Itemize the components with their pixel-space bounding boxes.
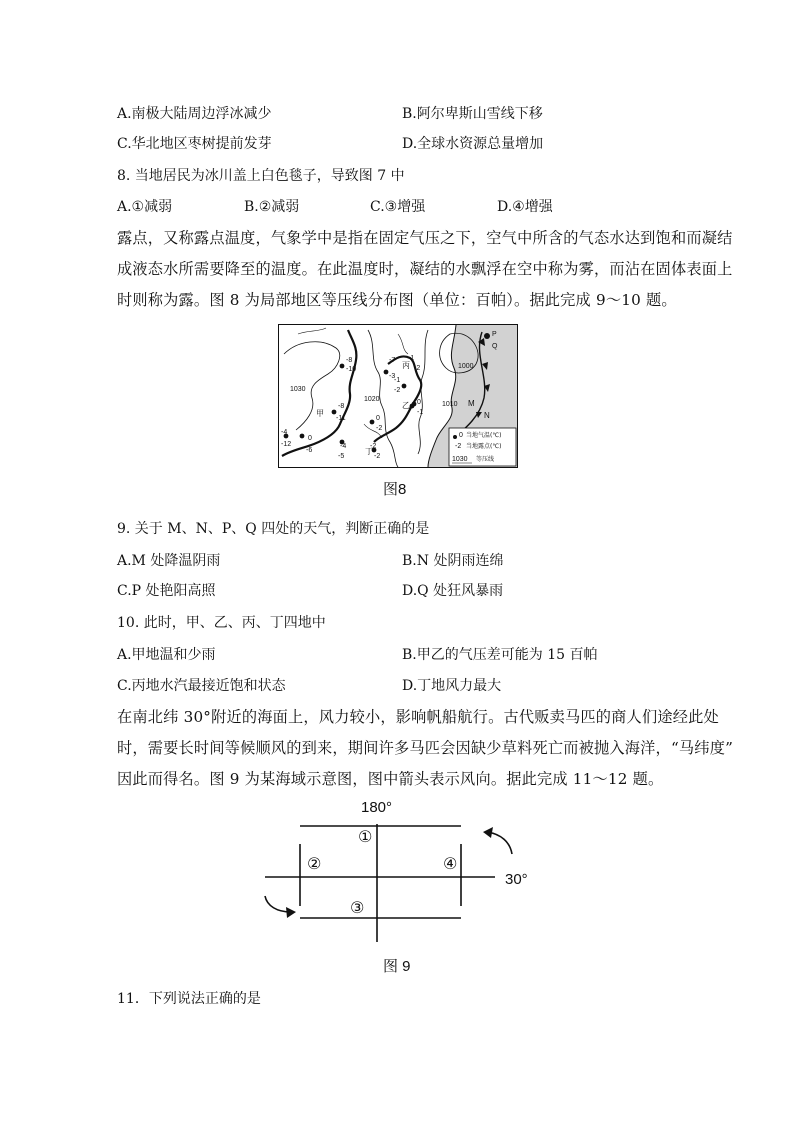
station-10-dew: -2 <box>376 425 383 432</box>
label-q: Q <box>492 343 498 350</box>
q7-option-d: D.全球水资源总量增加 <box>402 136 544 152</box>
isobar-label-1010: 1010 <box>442 401 458 408</box>
q7-option-b: B.阿尔卑斯山雪线下移 <box>402 106 543 122</box>
station-8-temp: 0 <box>308 435 312 442</box>
station-1-dew: -10 <box>346 366 357 373</box>
place-label-jia: 甲 <box>316 409 324 418</box>
q9-option-d: D.Q 处狂风暴雨 <box>402 583 504 599</box>
q10-option-a: A.甲地温和少雨 <box>117 647 216 663</box>
legend-dew-value: -2 <box>455 443 462 450</box>
station-5-dew: -11 <box>336 415 346 422</box>
station-6-dew: -1 <box>417 409 424 416</box>
station-4-temp: -1 <box>408 355 415 362</box>
station-3-temp: -1 <box>394 377 401 384</box>
q8-option-d: D.④增强 <box>497 199 553 215</box>
place-label-yi: 乙 <box>402 401 410 410</box>
station-1-temp: -8 <box>346 357 353 364</box>
station-8-dew: -6 <box>306 447 313 454</box>
station-10-temp: 0 <box>376 415 380 422</box>
passage2-line-1: 在南北纬 30°附近的海面上，风力较小，影响帆船航行。古代贩卖马匹的商人们途经此处 <box>117 708 719 726</box>
station-2-dew: -3 <box>389 373 396 380</box>
map-legend <box>449 428 516 466</box>
q10-option-b: B.甲乙的气压差可能为 15 百帕 <box>402 647 598 663</box>
longitude-label: 180° <box>361 799 393 816</box>
station-6-temp: 0 <box>417 399 421 406</box>
legend-isobar-label: 等压线 <box>476 456 495 463</box>
figure-9-sea-diagram <box>255 796 545 946</box>
q10-option-c: C.丙地水汽最接近饱和状态 <box>117 678 286 694</box>
marker-1: ① <box>358 827 373 846</box>
isobar-label-1030: 1030 <box>290 386 306 393</box>
isobar-label-1000: 1000 <box>458 363 474 370</box>
figure-8-isobar-map <box>278 324 518 468</box>
marker-3: ③ <box>350 898 365 917</box>
legend-isobar-value: 1030 <box>452 456 468 463</box>
station-4-dew: -2 <box>414 365 421 372</box>
q9-option-c: C.P 处艳阳高照 <box>117 583 216 599</box>
q10-stem: 10. 此时，甲、乙、丙、丁四地中 <box>117 615 326 631</box>
figure-8-caption: 图8 <box>383 481 407 498</box>
station-5-temp: -8 <box>338 403 345 410</box>
marker-4: ④ <box>443 854 458 873</box>
q7-option-a: A.南极大陆周边浮冰减少 <box>117 106 272 122</box>
passage1-line-3: 时则称为露。图 8 为局部地区等压线分布图（单位：百帕）。据此完成 9～10 题。 <box>117 291 677 309</box>
station-11-temp: -2 <box>370 443 377 450</box>
passage2-line-2: 时，需要长时间等候顺风的到来，期间许多马匹会因缺少草料死亡而被抛入海洋，“马纬度” <box>117 739 734 757</box>
place-label-ding: 丁 <box>365 447 373 456</box>
station-3-dew: -2 <box>394 387 401 394</box>
label-m: M <box>468 399 475 408</box>
legend-temp-label: 当地气温(℃) <box>466 432 502 439</box>
q9-stem: 9. 关于 M、N、P、Q 四处的天气，判断正确的是 <box>117 521 430 537</box>
place-label-bing: 丙 <box>402 361 410 370</box>
isobar-label-1020: 1020 <box>364 396 380 403</box>
latitude-label: 30° <box>505 871 528 888</box>
station-7-temp: -4 <box>281 429 288 436</box>
station-7-dew: -12 <box>281 441 292 448</box>
label-p: P <box>492 331 497 338</box>
station-2-temp: -7 <box>389 357 396 364</box>
label-n: N <box>484 411 490 420</box>
passage1-line-2: 成液态水所需要降至的温度。在此温度时，凝结的水飘浮在空中称为雾，而沾在固体表面上 <box>117 260 733 278</box>
figure-9-caption: 图 9 <box>383 958 411 975</box>
legend-dew-label: 当地露点(℃) <box>466 443 502 450</box>
passage1-line-1: 露点，又称露点温度，气象学中是指在固定气压之下，空气中所含的气态水达到饱和而凝结 <box>117 229 733 247</box>
station-9-temp: -4 <box>340 443 347 450</box>
q7-option-c: C.华北地区枣树提前发芽 <box>117 136 272 152</box>
q8-option-b: B.②减弱 <box>244 199 300 215</box>
q8-stem: 8. 当地居民为冰川盖上白色毯子，导致图 7 中 <box>117 168 405 184</box>
q8-option-c: C.③增强 <box>370 199 426 215</box>
legend-temp-value: 0 <box>459 432 463 439</box>
station-11-dew: -2 <box>374 453 381 460</box>
q10-option-d: D.丁地风力最大 <box>402 678 502 694</box>
station-9-dew: -5 <box>338 453 345 460</box>
q9-option-b: B.N 处阴雨连绵 <box>402 553 504 569</box>
q11-stem: 11．下列说法正确的是 <box>117 991 261 1007</box>
marker-2: ② <box>307 854 322 873</box>
q8-option-a: A.①减弱 <box>117 199 173 215</box>
q9-option-a: A.M 处降温阴雨 <box>117 553 221 569</box>
passage2-line-3: 因此而得名。图 9 为某海域示意图，图中箭头表示风向。据此完成 11～12 题。 <box>117 770 664 788</box>
